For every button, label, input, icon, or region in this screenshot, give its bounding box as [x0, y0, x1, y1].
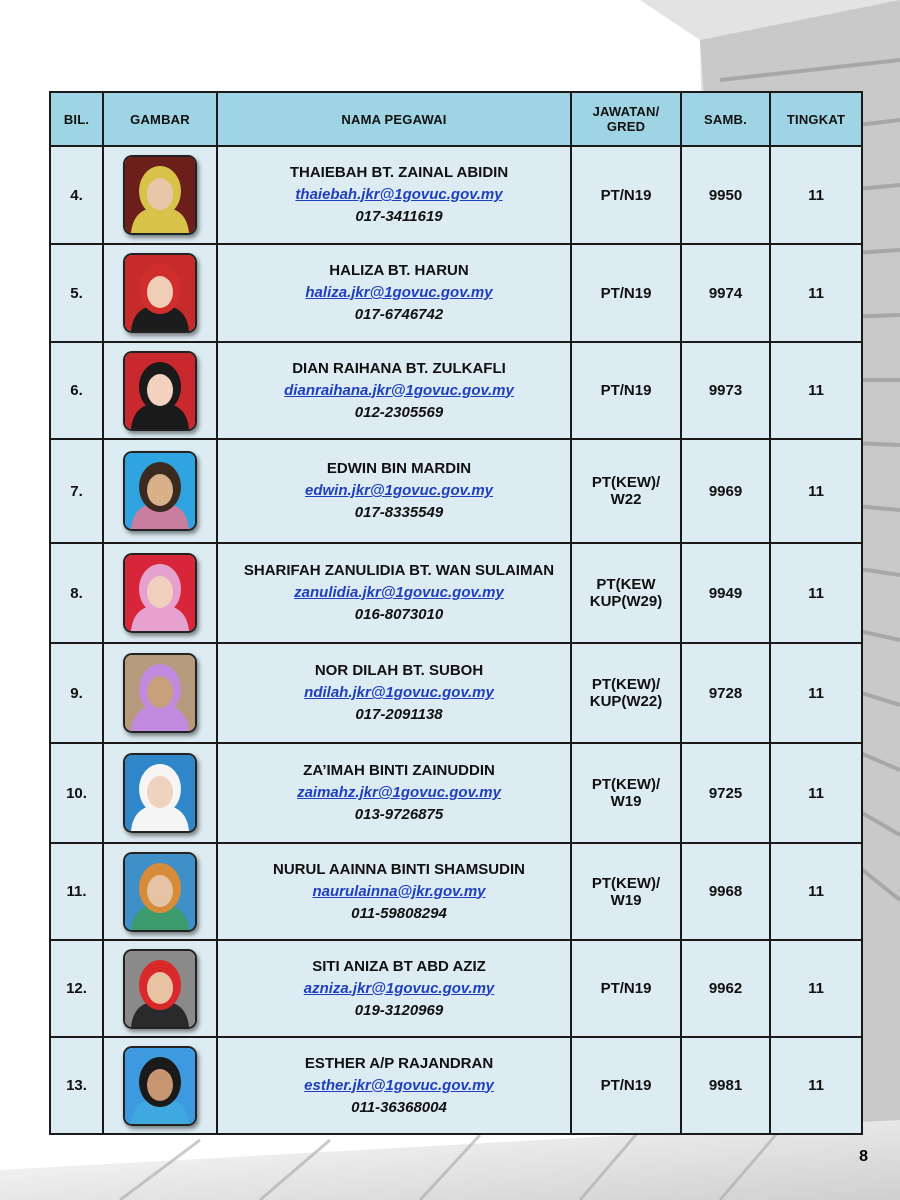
samb-cell: 9962	[681, 940, 770, 1037]
staff-email-link[interactable]: edwin.jkr@1govuc.gov.my	[304, 482, 493, 499]
header-jawatan-line1: JAWATAN/	[592, 104, 660, 119]
staff-info-cell	[217, 1037, 571, 1134]
staff-name: EDWIN BIN MARDIN	[326, 460, 472, 477]
samb-cell: 9728	[681, 643, 770, 743]
staff-name: DIAN RAIHANA BT. ZULKAFLI	[292, 359, 506, 377]
table-row	[50, 743, 862, 843]
staff-name: NOR DILAH BT. SUBOH	[314, 662, 484, 679]
staff-email-link[interactable]: thaiebah.jkr@1govuc.gov.my	[295, 186, 503, 203]
jawatan-gred-cell	[571, 244, 681, 342]
jawatan-gred-cell	[571, 1037, 681, 1134]
header-jawatan-gred	[571, 92, 681, 146]
jawatan-line1: PT/N19	[600, 382, 652, 399]
photo-cell	[103, 439, 217, 543]
header-nama-pegawai: NAMA PEGAWAI	[217, 92, 571, 146]
tingkat-cell: 11	[770, 843, 862, 940]
staff-info-cell	[217, 643, 571, 743]
samb-cell: 9949	[681, 543, 770, 643]
jawatan-line2: W22	[610, 491, 642, 508]
jawatan-line2: W19	[610, 891, 642, 909]
portrait-image	[125, 453, 195, 529]
photo-cell	[103, 146, 217, 244]
staff-photo	[123, 553, 197, 633]
row-number: 12.	[50, 940, 103, 1037]
staff-name: THAIEBAH BT. ZAINAL ABIDIN	[289, 164, 509, 181]
tingkat-cell: 11	[770, 244, 862, 342]
staff-email-link[interactable]: dianraihana.jkr@1govuc.gov.my	[284, 381, 514, 399]
samb-cell: 9950	[681, 146, 770, 244]
portrait-image	[125, 655, 195, 731]
staff-photo	[123, 753, 197, 833]
table-row	[50, 244, 862, 342]
staff-directory-table	[49, 91, 863, 1135]
photo-cell	[103, 643, 217, 743]
staff-phone: 013-9726875	[354, 806, 444, 823]
header-jawatan-line2: GRED	[606, 119, 646, 134]
staff-phone: 017-8335549	[354, 504, 444, 521]
tingkat-cell: 11	[770, 342, 862, 439]
staff-photo	[123, 451, 197, 531]
portrait-image	[125, 255, 195, 331]
portrait-image	[125, 755, 195, 831]
table-row	[50, 146, 862, 244]
jawatan-line1: PT(KEW)/	[591, 676, 661, 693]
staff-name: NURUL AAINNA BINTI SHAMSUDIN	[273, 860, 525, 878]
staff-email-link[interactable]: zanulidia.jkr@1govuc.gov.my	[294, 584, 504, 601]
staff-name: SHARIFAH ZANULIDIA BT. WAN SULAIMAN	[243, 562, 555, 579]
samb-cell: 9974	[681, 244, 770, 342]
staff-phone: 017-2091138	[355, 706, 443, 723]
staff-info-cell	[217, 146, 571, 244]
staff-info-cell	[217, 543, 571, 643]
staff-info-cell	[217, 342, 571, 439]
samb-cell: 9969	[681, 439, 770, 543]
staff-phone: 019-3120969	[354, 1001, 444, 1019]
portrait-image	[125, 555, 195, 631]
row-number: 10.	[50, 743, 103, 843]
staff-photo	[123, 351, 197, 431]
jawatan-line1: PT/N19	[600, 980, 652, 997]
row-number: 5.	[50, 244, 103, 342]
staff-email-link[interactable]: esther.jkr@1govuc.gov.my	[304, 1076, 494, 1094]
staff-phone: 017-3411619	[355, 208, 443, 225]
table-header-row	[50, 92, 862, 146]
portrait-image	[125, 157, 195, 233]
row-number: 8.	[50, 543, 103, 643]
staff-info-cell	[217, 940, 571, 1037]
jawatan-line1: PT(KEW)/	[591, 874, 661, 892]
jawatan-line1: PT/N19	[600, 1077, 652, 1094]
portrait-image	[125, 951, 195, 1027]
photo-cell	[103, 342, 217, 439]
table-row	[50, 1037, 862, 1134]
photo-cell	[103, 244, 217, 342]
tingkat-cell: 11	[770, 643, 862, 743]
photo-cell	[103, 743, 217, 843]
jawatan-line2: KUP(W29)	[589, 593, 663, 610]
staff-email-link[interactable]: ndilah.jkr@1govuc.gov.my	[304, 684, 494, 701]
staff-info-cell	[217, 244, 571, 342]
staff-photo	[123, 253, 197, 333]
jawatan-line1: PT(KEW)/	[591, 776, 661, 793]
jawatan-gred-cell	[571, 342, 681, 439]
photo-cell	[103, 843, 217, 940]
samb-cell: 9968	[681, 843, 770, 940]
table-row	[50, 342, 862, 439]
jawatan-line1: PT(KEW)/	[591, 474, 661, 491]
table-row	[50, 643, 862, 743]
header-samb: SAMB.	[681, 92, 770, 146]
tingkat-cell: 11	[770, 146, 862, 244]
photo-cell	[103, 1037, 217, 1134]
header-gambar: GAMBAR	[103, 92, 217, 146]
photo-cell	[103, 543, 217, 643]
tingkat-cell: 11	[770, 439, 862, 543]
jawatan-gred-cell	[571, 543, 681, 643]
row-number: 6.	[50, 342, 103, 439]
row-number: 11.	[50, 843, 103, 940]
table-row	[50, 940, 862, 1037]
tingkat-cell: 11	[770, 743, 862, 843]
jawatan-gred-cell	[571, 439, 681, 543]
table-row	[50, 543, 862, 643]
jawatan-gred-cell	[571, 843, 681, 940]
jawatan-line2: KUP(W22)	[589, 693, 663, 710]
row-number: 4.	[50, 146, 103, 244]
row-number: 13.	[50, 1037, 103, 1134]
staff-info-cell	[217, 439, 571, 543]
staff-name: ESTHER A/P RAJANDRAN	[304, 1054, 494, 1072]
staff-email-link[interactable]: azniza.jkr@1govuc.gov.my	[303, 979, 495, 997]
portrait-image	[125, 1048, 195, 1124]
jawatan-gred-cell	[571, 643, 681, 743]
staff-email-link[interactable]: zaimahz.jkr@1govuc.gov.my	[297, 784, 501, 801]
jawatan-line2: W19	[610, 793, 642, 810]
photo-cell	[103, 940, 217, 1037]
jawatan-gred-cell	[571, 743, 681, 843]
row-number: 7.	[50, 439, 103, 543]
tingkat-cell: 11	[770, 940, 862, 1037]
jawatan-line1: PT(KEW	[596, 576, 656, 593]
staff-phone: 012-2305569	[354, 403, 444, 421]
jawatan-gred-cell	[571, 146, 681, 244]
staff-name: ZA’IMAH BINTI ZAINUDDIN	[303, 762, 495, 779]
staff-email-link[interactable]: haliza.jkr@1govuc.gov.my	[305, 284, 493, 301]
portrait-image	[125, 854, 195, 930]
staff-name: HALIZA BT. HARUN	[329, 262, 469, 279]
staff-phone: 011-59808294	[351, 904, 447, 922]
staff-photo	[123, 155, 197, 235]
staff-photo	[123, 852, 197, 932]
samb-cell: 9981	[681, 1037, 770, 1134]
staff-photo	[123, 1046, 197, 1126]
samb-cell: 9973	[681, 342, 770, 439]
tingkat-cell: 11	[770, 1037, 862, 1134]
staff-name: SITI ANIZA BT ABD AZIZ	[312, 957, 486, 975]
table-row	[50, 843, 862, 940]
staff-info-cell	[217, 743, 571, 843]
staff-photo	[123, 949, 197, 1029]
staff-phone: 011-36368004	[351, 1098, 447, 1116]
header-bil: BIL.	[50, 92, 103, 146]
portrait-image	[125, 353, 195, 429]
staff-phone: 016-8073010	[354, 606, 444, 623]
jawatan-gred-cell	[571, 940, 681, 1037]
row-number: 9.	[50, 643, 103, 743]
table-row	[50, 439, 862, 543]
staff-photo	[123, 653, 197, 733]
staff-email-link[interactable]: naurulainna@jkr.gov.my	[312, 882, 486, 900]
page-number: 8	[859, 1148, 868, 1165]
jawatan-line1: PT/N19	[600, 186, 652, 204]
header-tingkat: TINGKAT	[770, 92, 862, 146]
staff-info-cell	[217, 843, 571, 940]
staff-phone: 017-6746742	[354, 306, 444, 323]
tingkat-cell: 11	[770, 543, 862, 643]
jawatan-line1: PT/N19	[600, 284, 652, 302]
samb-cell: 9725	[681, 743, 770, 843]
